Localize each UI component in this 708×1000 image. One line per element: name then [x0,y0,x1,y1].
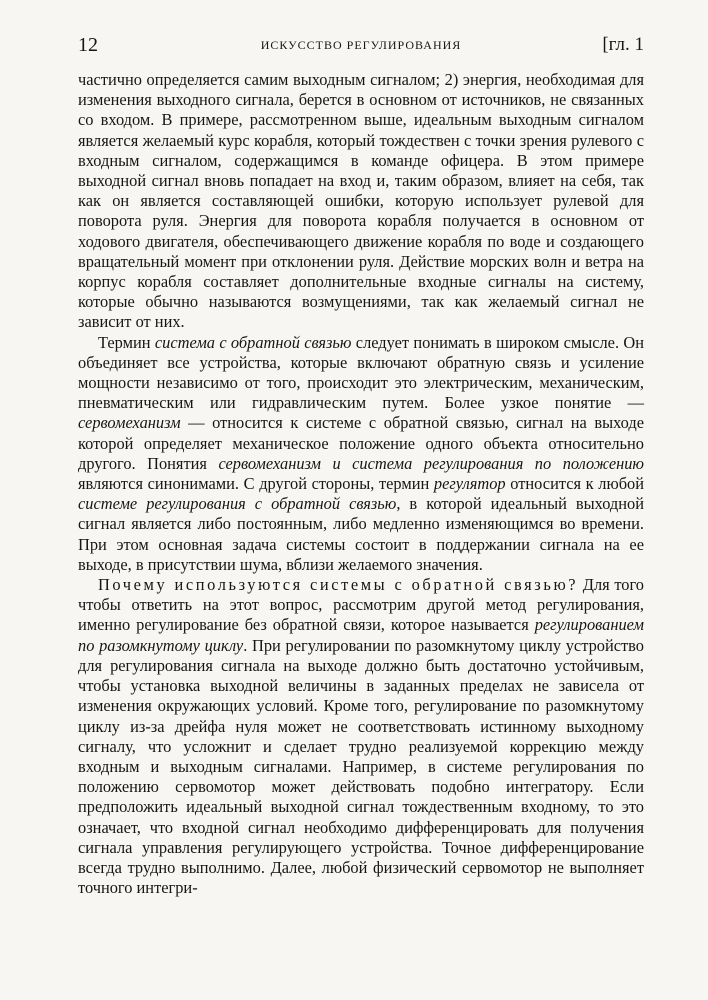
text-run: следует понимать в широком смысле. Он объединяет все устройства, которые включают обратную связь и усиление мощности независимо от того, происходит это электрическим, механическим, пневматическим или гидравлическим путем. Более узкое понятие — [78,332,645,413]
term-position-control: сервомеханизм и система регулирования по положению [218,453,644,473]
text-run: относится к любой [505,474,644,494]
paragraph-why-feedback [78,575,644,898]
page-number: 12 [78,34,98,56]
term-servomechanism: сервомеханизм [78,413,181,433]
section-run-in-heading: Почему используются системы с обратной связью? [98,575,579,595]
chapter-reference: [гл. 1 [602,34,644,55]
text-run: Для того чтобы ответить на этот вопрос, рассмотрим другой метод регулирования, именно регулирование без обратной связи, которое называется [78,575,644,635]
paragraph-feedback-system-definition [78,333,644,575]
text-run: . При регулировании по разомкнутому циклу устройство для регулирования сигнала на выходе должно быть достаточно устойчивым, чтобы установка выходной величины в заданных пределах не зависела от изменения окружающих условий. Кроме того, регулирование по разомкнутому циклу из-за дрейфа нуля может не соответствовать истинному выходному сигналу, что усложнит и сделает трудно реализуемой коррекцию между входным и выходным сигналами. Например, в системе регулирования по положению сервомотор может действовать подобно интегратору. Если предположить идеальный выходной сигнал тождественным входному, то это означает, что входной сигнал необходимо дифференцировать для получения сигнала управления регулирующего устройства. Точное дифференцирование всегда трудно выполнимо. Далее, любой физический сервомотор не выполняет точного интегри- [78,635,644,898]
text-run: являются синонимами. С другой стороны, термин [78,474,434,494]
page-header [78,34,644,58]
term-open-loop-control: регулированием по разомкнутому циклу [78,615,644,655]
page-body [78,70,644,898]
text-run: — относится к системе с обратной связью, сигнал на выходе которой определяет механическое положение одного объекта относительно другого. Понятия [78,413,644,473]
term-feedback-system: система с обратной связью [154,332,352,352]
text-run: Термин [98,332,155,352]
paragraph-continuation [78,70,644,333]
text-run: , в которой идеальный выходной сигнал является либо постоянным, либо медленно изменяющимся во времени. При этом основная задача системы состоит в поддержании сигнала на ее выходе, в присутствии шума, вблизи желаемого значения. [78,494,644,574]
running-title: ИСКУССТВО РЕГУЛИРОВАНИЯ [260,38,462,52]
term-regulator: регулятор [433,474,506,494]
term-feedback-control-system: системе регулирования с обратной связью [78,494,397,514]
paragraph-text: частично определяется самим выходным сигналом; 2) энергия, необходимая для изменения выходного сигнала, берется в основном от источников, не связанных со входом. В примере, рассмотренном выше, идеальным выходным сигналом является желаемый курс корабля, который тождествен с точки зрения рулевого с входным сигналом, содержащимся в команде офицера. В этом примере выходной сигнал вновь попадает на вход и, таким образом, влияет на себя, так как он является составляющей ошибки, которую использует рулевой для поворота руля. Энергия для поворота корабля получается в основном от ходового двигателя, обеспечивающего движение корабля по воде и создающего вращательный момент при отклонении руля. Действие морских волн и ветра на корпус корабля составляет дополнительные входные сигналы на систему, которые обычно называются возмущениями, так как желаемый сигнал не зависит от них. [78,70,644,332]
